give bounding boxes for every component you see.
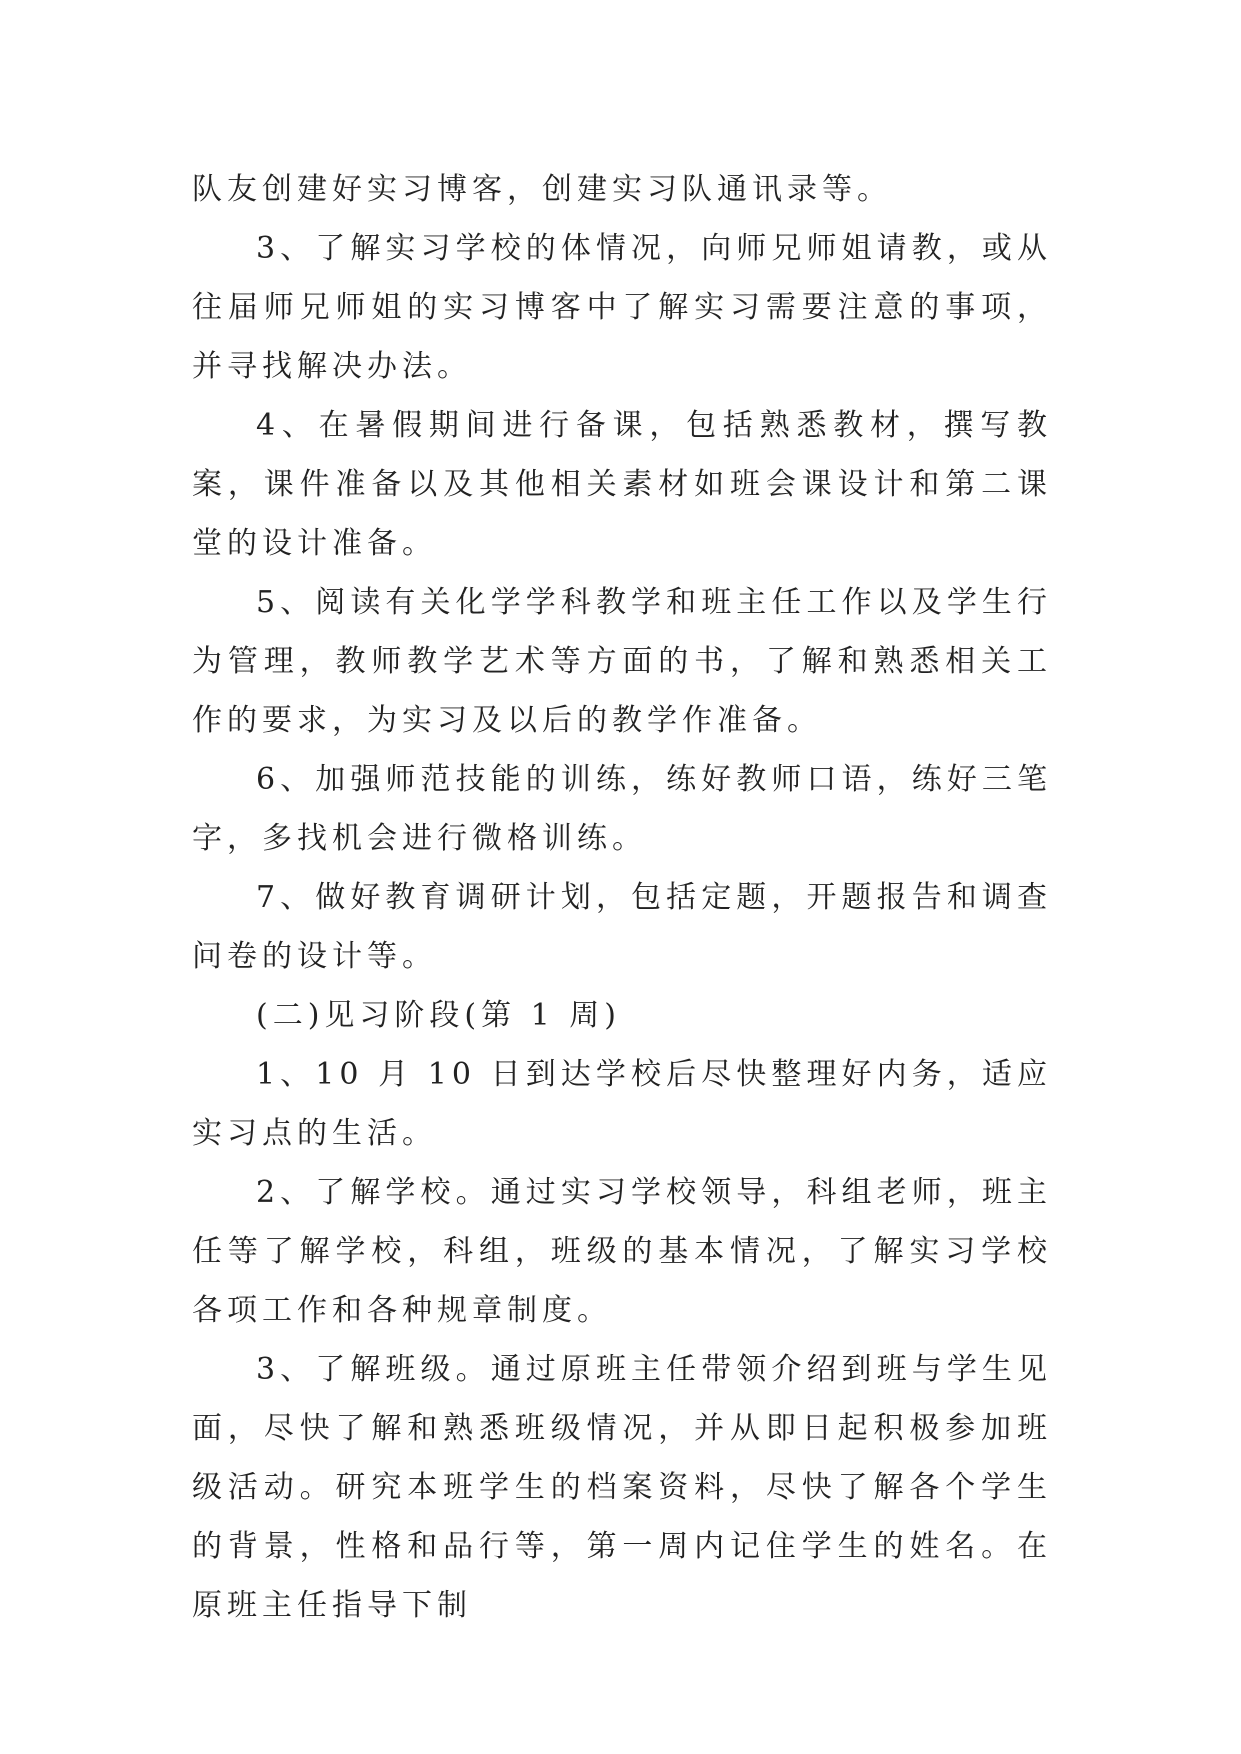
paragraph-3: 4、在暑假期间进行备课，包括熟悉教材，撰写教案，课件准备以及其他相关素材如班会课设计和第二课堂的设计准备。 [192,408,1052,561]
paragraph-4: 5、阅读有关化学学科教学和班主任工作以及学生行为管理，教师教学艺术等方面的书，了解和熟悉相关工作的要求，为实习及以后的教学作准备。 [192,585,1052,738]
paragraph-1: 队友创建好实习博客，创建实习队通讯录等。 [192,172,892,207]
paragraph-8: 2、了解学校。通过实习学校领导，科组老师，班主任等了解学校，科组，班级的基本情况，了解实习学校各项工作和各种规章制度。 [192,1175,1052,1328]
document-body [192,160,1052,1635]
paragraph-6: 7、做好教育调研计划，包括定题，开题报告和调查问卷的设计等。 [192,880,1052,974]
paragraph-5: 6、加强师范技能的训练，练好教师口语，练好三笔字，多找机会进行微格训练。 [192,762,1052,856]
paragraph-9: 3、了解班级。通过原班主任带领介绍到班与学生见面，尽快了解和熟悉班级情况，并从即日起积极参加班级活动。研究本班学生的档案资料，尽快了解各个学生的背景，性格和品行等，第一周内记住学生的姓名。在原班主任指导下制 [192,1352,1052,1623]
section-heading-internship-observation: (二)见习阶段(第 1 周) [256,998,621,1033]
paragraph-2: 3、了解实习学校的体情况，向师兄师姐请教，或从往届师兄师姐的实习博客中了解实习需要注意的事项，并寻找解决办法。 [192,231,1052,384]
paragraph-7: 1、10 月 10 日到达学校后尽快整理好内务，适应实习点的生活。 [192,1057,1052,1151]
